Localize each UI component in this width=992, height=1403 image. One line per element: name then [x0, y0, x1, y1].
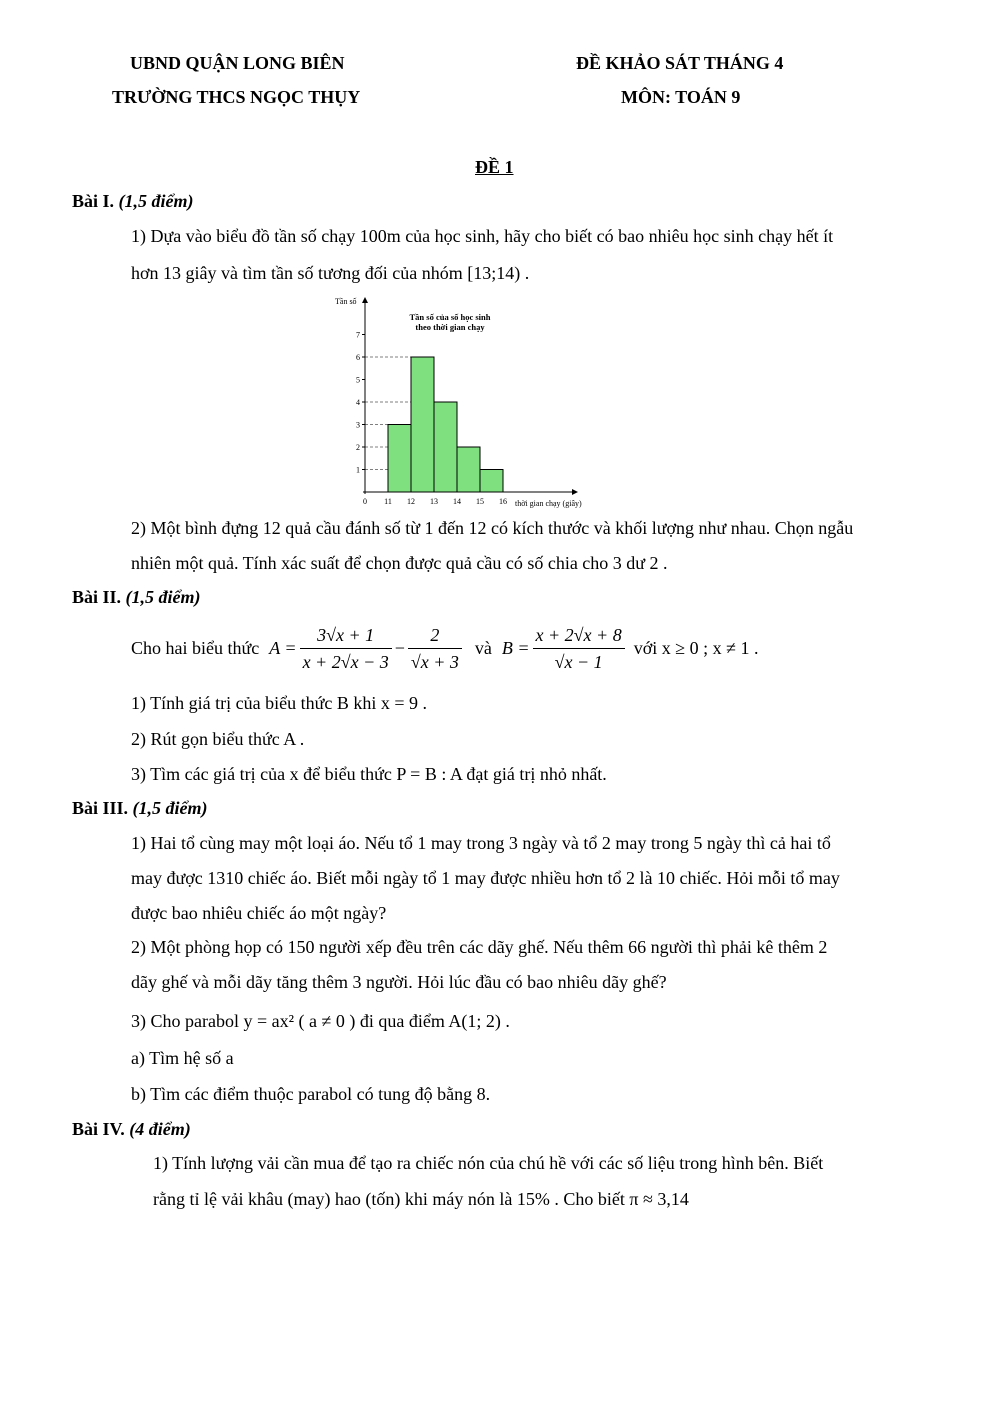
expr-A-f1-numerator: 3√x + 1 [300, 622, 392, 649]
expr-A-fraction-2 [408, 622, 462, 675]
bai2-condition: với x ≥ 0 ; x ≠ 1 . [633, 638, 759, 658]
x-tick-label-0: 0 [363, 497, 367, 506]
bai3-q1-line1: 1) Hai tổ cùng may một loại áo. Nếu tổ 1 may trong 3 ngày và tổ 2 may trong 5 ngày thì cả hai tổ [131, 833, 831, 853]
histogram-bar-12-13 [411, 357, 434, 492]
exam-name: ĐỀ KHẢO SÁT THÁNG 4 [576, 53, 784, 73]
y-tick-label-3: 3 [356, 420, 360, 430]
chart-xlabel: thời gian chạy (giây) [515, 499, 582, 508]
bai3-q2-line2: dãy ghế và mỗi dãy tăng thêm 3 người. Hỏi lúc đầu có bao nhiêu dãy ghế? [131, 972, 667, 992]
bai2-label: Bài II. [72, 587, 122, 607]
x-tick-label-13: 13 [430, 497, 438, 506]
bai3-q3: 3) Cho parabol y = ax² ( a ≠ 0 ) đi qua điểm A(1; 2) . [131, 1011, 510, 1031]
histogram-bar-13-14 [434, 402, 457, 492]
bai4-label: Bài IV. [72, 1119, 125, 1139]
expr-B-numerator: x + 2√x + 8 [533, 622, 625, 649]
bai4-q1-line1: 1) Tính lượng vải cần mua để tạo ra chiếc nón của chú hề với các số liệu trong hình bên. Biết [153, 1153, 824, 1173]
expr-A-f2-denominator: √x + 3 [410, 652, 459, 672]
expr-A-fraction-1 [300, 622, 392, 675]
x-tick-label-15: 15 [476, 497, 484, 506]
expr-B-fraction [533, 622, 625, 675]
y-tick-label-1: 1 [356, 465, 360, 475]
district-name: UBND QUẬN LONG BIÊN [130, 53, 345, 73]
frequency-histogram [325, 292, 615, 514]
bai2-intro: Cho hai biểu thức [131, 638, 260, 658]
bai4-heading [72, 1119, 191, 1140]
bai4-points: (4 điểm) [129, 1119, 191, 1139]
expr-A-f1-denominator: x + 2√x − 3 [302, 652, 389, 672]
bai3-points: (1,5 điểm) [132, 798, 208, 818]
bai4-q1-line2: rằng tỉ lệ vải khâu (may) hao (tốn) khi máy nón là 15% . Cho biết π ≈ 3,14 [153, 1189, 689, 1209]
bai3-q1-line2: may được 1310 chiếc áo. Biết mỗi ngày tổ 1 may được nhiều hơn tổ 2 là 10 chiếc. Hỏi mỗi tổ may [131, 868, 840, 888]
y-tick-label-6: 6 [356, 353, 360, 362]
y-tick-label-4: 4 [356, 398, 360, 407]
bai3-label: Bài III. [72, 798, 129, 818]
bai1-q2-line1: 2) Một bình đựng 12 quả cầu đánh số từ 1 đến 12 có kích thước và khối lượng như nhau. Chọn ngẫu [131, 518, 854, 538]
expr-A-f2-numerator: 2 [408, 622, 462, 649]
bai1-label: Bài I. [72, 191, 115, 211]
exam-title: ĐỀ 1 [475, 157, 514, 177]
bai2-and: và [474, 638, 492, 658]
bai1-q1-line1: 1) Dựa vào biểu đồ tần số chạy 100m của học sinh, hãy cho biết có bao nhiêu học sinh chạy hết ít [131, 226, 834, 246]
school-name: TRƯỜNG THCS NGỌC THỤY [112, 87, 361, 107]
subject-name: MÔN: TOÁN 9 [621, 87, 741, 107]
bai2-q1: 1) Tính giá trị của biểu thức B khi x = 9 . [131, 693, 428, 713]
chart-ylabel: Tần số [335, 297, 357, 306]
y-tick-label-7: 7 [356, 330, 360, 340]
expr-A-minus: − [394, 638, 405, 658]
bai2-points: (1,5 điểm) [125, 587, 201, 607]
bai1-q1-line2: hơn 13 giây và tìm tần số tương đối của nhóm [13;14) . [131, 263, 530, 283]
bai3-q3b: b) Tìm các điểm thuộc parabol có tung độ bằng 8. [131, 1084, 491, 1104]
bai3-q2-line1: 2) Một phòng họp có 150 người xếp đều trên các dãy ghế. Nếu thêm 66 người thì phải kê thêm 2 [131, 937, 828, 957]
histogram-bar-15-16 [480, 470, 503, 493]
bai2-q2: 2) Rút gọn biểu thức A . [131, 729, 305, 749]
chart-title-line1: Tần số của số học sinh [409, 312, 491, 322]
y-tick-label-5: 5 [356, 375, 360, 385]
histogram-bar-14-15 [457, 447, 480, 492]
expr-B-denominator: √x − 1 [554, 652, 603, 672]
expr-B-lhs: B = [501, 638, 530, 658]
histogram-bar-11-12 [388, 425, 411, 493]
x-tick-label-14: 14 [453, 497, 461, 506]
y-tick-label-2: 2 [356, 443, 360, 452]
bai3-q3a: a) Tìm hệ số a [131, 1048, 234, 1068]
bai2-heading [72, 587, 201, 608]
x-tick-label-12: 12 [407, 497, 415, 506]
x-tick-label-11: 11 [384, 497, 392, 506]
expr-A-lhs: A = [269, 638, 297, 658]
bai2-q3: 3) Tìm các giá trị của x để biểu thức P = B : A đạt giá trị nhỏ nhất. [131, 764, 607, 784]
bai1-q2-line2: nhiên một quả. Tính xác suất để chọn được quả cầu có số chia cho 3 dư 2 . [131, 553, 668, 573]
x-tick-label-16: 16 [499, 497, 507, 506]
bai3-heading [72, 798, 208, 819]
bai2-expressions [131, 622, 758, 675]
chart-title-line2: theo thời gian chạy [415, 322, 485, 332]
bai1-points: (1,5 điểm) [118, 191, 194, 211]
bai1-heading [72, 191, 194, 212]
bai3-q1-line3: được bao nhiêu chiếc áo một ngày? [131, 903, 387, 923]
